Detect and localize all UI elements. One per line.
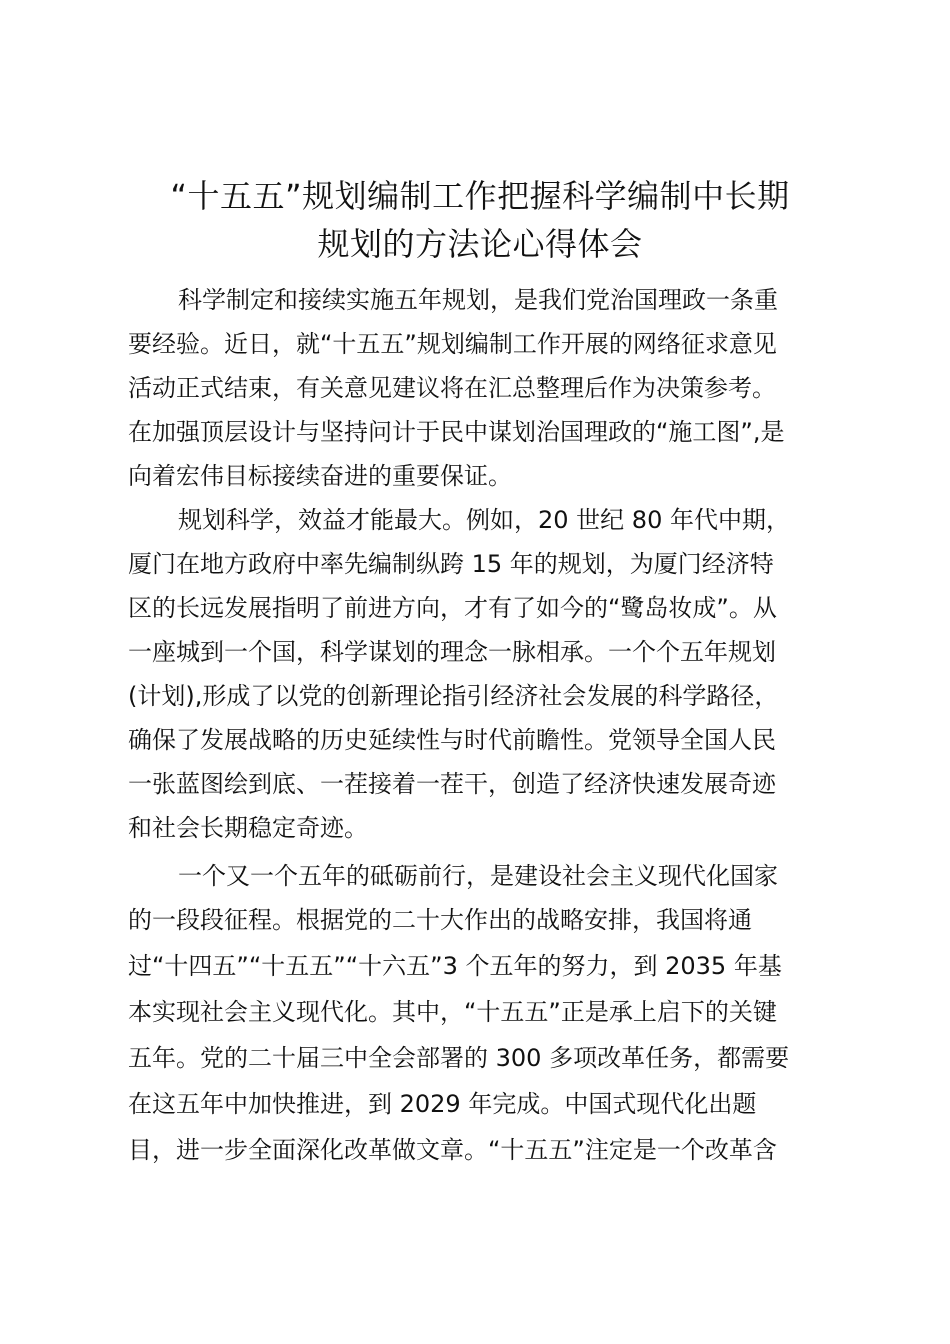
paragraph-line: 在这五年中加快推进，到 2029 年完成。中国式现代化出题	[128, 1090, 757, 1118]
paragraph-line: 活动正式结束，有关意见建议将在汇总整理后作为决策参考。	[128, 374, 776, 402]
paragraph-line: 要经验。近日，就“十五五”规划编制工作开展的网络征求意见	[128, 330, 777, 358]
paragraph-line: 区的长远发展指明了前进方向，才有了如今的“鹭岛妆成”。从	[128, 594, 777, 622]
paragraph-line: 的一段段征程。根据党的二十大作出的战略安排，我国将通	[128, 906, 752, 934]
paragraph-line: 厦门在地方政府中率先编制纵跨 15 年的规划，为厦门经济特	[128, 550, 774, 578]
paragraph-line: 在加强顶层设计与坚持问计于民中谋划治国理政的“施工图”,是	[128, 418, 785, 446]
paragraph-line: 一座城到一个国，科学谋划的理念一脉相承。一个个五年规划	[128, 638, 776, 666]
paragraph-line: 向着宏伟目标接续奋进的重要保证。	[128, 462, 512, 490]
paragraph-line: 本实现社会主义现代化。其中，“十五五”正是承上启下的关键	[128, 998, 777, 1026]
paragraph-line: 目，进一步全面深化改革做文章。“十五五”注定是一个改革含	[128, 1136, 777, 1164]
paragraph-line: 一个又一个五年的砥砺前行，是建设社会主义现代化国家	[178, 862, 778, 890]
paragraph-line: 科学制定和接续实施五年规划，是我们党治国理政一条重	[178, 286, 778, 314]
document-title-line-2: 规划的方法论心得体会	[317, 225, 643, 263]
paragraph-line: 和社会长期稳定奇迹。	[128, 814, 368, 842]
document-title-line-1: “十五五”规划编制工作把握科学编制中长期	[170, 177, 790, 215]
paragraph-line: (计划),形成了以党的创新理论指引经济社会发展的科学路径，	[128, 682, 779, 710]
paragraph-line: 五年。党的二十届三中全会部署的 300 多项改革任务，都需要	[128, 1044, 790, 1072]
paragraph-line: 一张蓝图绘到底、一茬接着一茬干，创造了经济快速发展奇迹	[128, 770, 776, 798]
paragraph-line: 确保了发展战略的历史延续性与时代前瞻性。党领导全国人民	[128, 726, 776, 754]
paragraph-line: 过“十四五”“十五五”“十六五”3 个五年的努力，到 2035 年基	[128, 952, 782, 980]
paragraph-line: 规划科学，效益才能最大。例如，20 世纪 80 年代中期，	[178, 506, 790, 534]
